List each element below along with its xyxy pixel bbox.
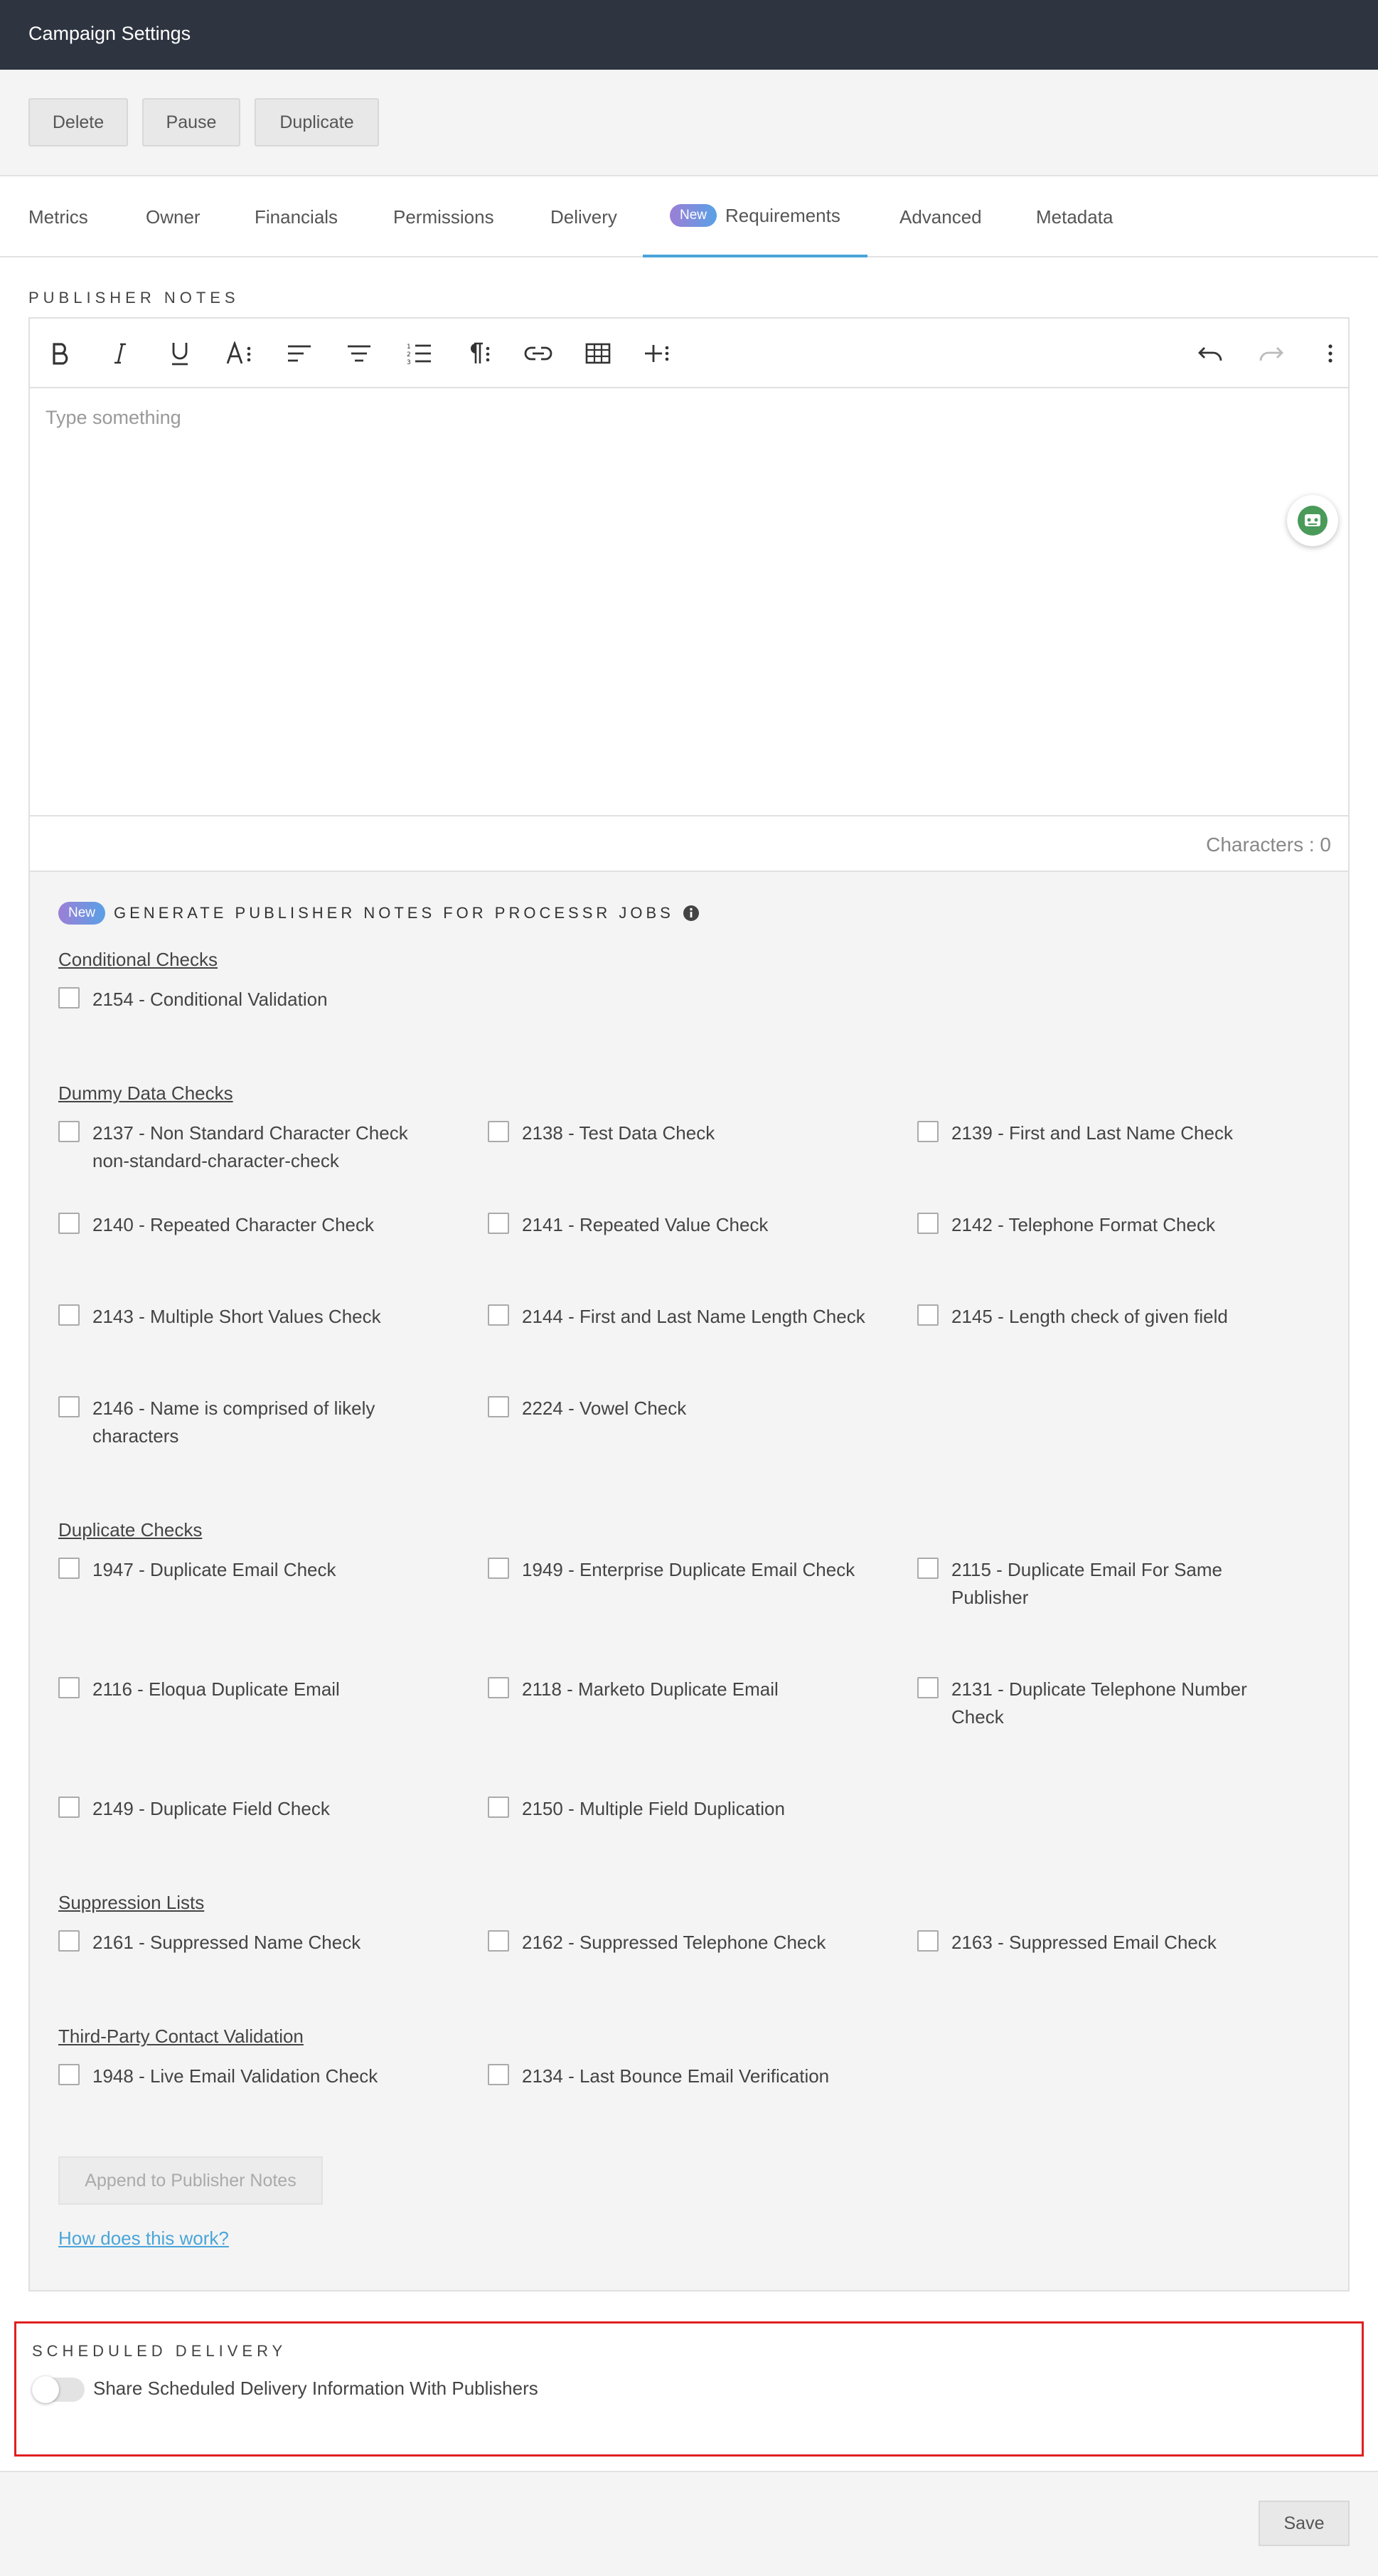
scheduled-delivery-section bbox=[14, 2321, 1364, 2457]
italic-icon[interactable] bbox=[102, 336, 138, 371]
ordered-list-icon[interactable] bbox=[401, 336, 437, 371]
bold-icon[interactable] bbox=[43, 336, 78, 371]
grammarly-bot-icon[interactable] bbox=[1287, 495, 1338, 546]
underline-icon[interactable] bbox=[162, 336, 198, 371]
svg-text:1: 1 bbox=[407, 344, 411, 351]
font-size-icon[interactable] bbox=[222, 336, 257, 371]
page-title: Campaign Settings bbox=[28, 23, 191, 44]
check-1947[interactable]: 1947 - Duplicate Email Check bbox=[58, 1556, 456, 1584]
group-title-duplicate: Duplicate Checks bbox=[58, 1519, 203, 1540]
align-center-icon[interactable] bbox=[341, 336, 377, 371]
share-schedule-toggle[interactable] bbox=[32, 2378, 85, 2402]
checkbox[interactable] bbox=[488, 1930, 509, 1952]
align-left-icon[interactable] bbox=[282, 336, 317, 371]
check-2143[interactable]: 2143 - Multiple Short Values Check bbox=[58, 1303, 456, 1331]
check-1949[interactable]: 1949 - Enterprise Duplicate Email Check bbox=[488, 1556, 886, 1584]
insert-more-icon[interactable] bbox=[640, 336, 675, 371]
paragraph-format-icon[interactable] bbox=[461, 336, 496, 371]
checkbox[interactable] bbox=[58, 1396, 80, 1417]
check-2115[interactable]: 2115 - Duplicate Email For Same Publisher bbox=[917, 1556, 1244, 1612]
check-2162[interactable]: 2162 - Suppressed Telephone Check bbox=[488, 1929, 886, 1957]
group-title-conditional: Conditional Checks bbox=[58, 949, 218, 970]
new-badge: New bbox=[670, 204, 717, 227]
group-title-third-party: Third-Party Contact Validation bbox=[58, 2026, 304, 2047]
checkbox[interactable] bbox=[488, 1677, 509, 1698]
more-vertical-icon[interactable] bbox=[1313, 336, 1348, 371]
page-header bbox=[0, 0, 1378, 70]
check-2140[interactable]: 2140 - Repeated Character Check bbox=[58, 1211, 456, 1239]
publisher-notes-label: PUBLISHER NOTES bbox=[28, 289, 240, 307]
check-2137[interactable]: 2137 - Non Standard Character Check non-standard-character-check bbox=[58, 1119, 428, 1175]
check-2145[interactable]: 2145 - Length check of given field bbox=[917, 1303, 1315, 1331]
checkbox[interactable] bbox=[488, 1121, 509, 1142]
checkbox[interactable] bbox=[917, 1677, 939, 1698]
checkbox[interactable] bbox=[488, 2064, 509, 2085]
checkbox[interactable] bbox=[58, 987, 80, 1008]
notes-placeholder: Type something bbox=[46, 407, 181, 428]
share-schedule-label: Share Scheduled Delivery Information With Publishers bbox=[93, 2378, 538, 2399]
generate-notes-panel bbox=[28, 872, 1350, 2292]
tab-delivery[interactable]: Delivery bbox=[550, 206, 617, 228]
check-1948[interactable]: 1948 - Live Email Validation Check bbox=[58, 2063, 456, 2090]
tab-permissions[interactable]: Permissions bbox=[393, 206, 494, 228]
checkbox[interactable] bbox=[488, 1797, 509, 1818]
checkbox[interactable] bbox=[58, 1797, 80, 1818]
check-2161[interactable]: 2161 - Suppressed Name Check bbox=[58, 1929, 456, 1957]
how-does-this-work-link[interactable]: How does this work? bbox=[58, 2228, 229, 2249]
tab-requirements[interactable]: New Requirements bbox=[643, 176, 867, 257]
table-icon[interactable] bbox=[580, 336, 616, 371]
new-badge: New bbox=[58, 902, 105, 925]
tab-metrics[interactable]: Metrics bbox=[28, 206, 88, 228]
check-2142[interactable]: 2142 - Telephone Format Check bbox=[917, 1211, 1315, 1239]
checkbox[interactable] bbox=[488, 1396, 509, 1417]
svg-text:3: 3 bbox=[407, 359, 411, 366]
checkbox[interactable] bbox=[917, 1213, 939, 1234]
group-title-suppression: Suppression Lists bbox=[58, 1892, 205, 1913]
check-2116[interactable]: 2116 - Eloqua Duplicate Email bbox=[58, 1676, 456, 1703]
check-2139[interactable]: 2139 - First and Last Name Check bbox=[917, 1119, 1315, 1147]
checkbox[interactable] bbox=[58, 1930, 80, 1952]
footer-bar bbox=[0, 2471, 1378, 2576]
check-2141[interactable]: 2141 - Repeated Value Check bbox=[488, 1211, 886, 1239]
checkbox[interactable] bbox=[58, 1304, 80, 1326]
publisher-notes-editor bbox=[28, 317, 1350, 872]
scheduled-delivery-label: SCHEDULED DELIVERY bbox=[32, 2342, 287, 2360]
check-2118[interactable]: 2118 - Marketo Duplicate Email bbox=[488, 1676, 886, 1703]
check-2138[interactable]: 2138 - Test Data Check bbox=[488, 1119, 886, 1147]
checkbox[interactable] bbox=[917, 1121, 939, 1142]
svg-text:2: 2 bbox=[407, 351, 411, 358]
checkbox[interactable] bbox=[488, 1304, 509, 1326]
notes-text-area[interactable] bbox=[30, 388, 1348, 815]
settings-tabs bbox=[0, 176, 1378, 257]
check-2149[interactable]: 2149 - Duplicate Field Check bbox=[58, 1795, 456, 1823]
checkbox[interactable] bbox=[917, 1558, 939, 1579]
checkbox[interactable] bbox=[917, 1304, 939, 1326]
tab-metadata[interactable]: Metadata bbox=[1036, 206, 1113, 228]
checkbox[interactable] bbox=[488, 1558, 509, 1579]
delete-button[interactable]: Delete bbox=[28, 98, 128, 147]
info-icon[interactable] bbox=[683, 905, 700, 922]
check-2154[interactable]: 2154 - Conditional Validation bbox=[58, 986, 456, 1013]
editor-toolbar bbox=[30, 319, 1348, 388]
redo-icon[interactable] bbox=[1253, 336, 1288, 371]
check-2163[interactable]: 2163 - Suppressed Email Check bbox=[917, 1929, 1315, 1957]
tab-financials[interactable]: Financials bbox=[255, 206, 338, 228]
check-2146[interactable]: 2146 - Name is comprised of likely characters bbox=[58, 1395, 428, 1450]
tab-owner[interactable]: Owner bbox=[146, 206, 201, 228]
checkbox[interactable] bbox=[488, 1213, 509, 1234]
append-to-notes-button[interactable]: Append to Publisher Notes bbox=[58, 2156, 323, 2205]
checkbox[interactable] bbox=[917, 1930, 939, 1952]
check-2134[interactable]: 2134 - Last Bounce Email Verification bbox=[488, 2063, 886, 2090]
generate-notes-title: New GENERATE PUBLISHER NOTES FOR PROCESSR JOBS bbox=[58, 902, 700, 925]
checkbox[interactable] bbox=[58, 1213, 80, 1234]
checkbox[interactable] bbox=[58, 2064, 80, 2085]
save-button[interactable]: Save bbox=[1259, 2501, 1350, 2546]
link-icon[interactable] bbox=[520, 336, 556, 371]
checkbox[interactable] bbox=[58, 1677, 80, 1698]
checkbox[interactable] bbox=[58, 1121, 80, 1142]
check-2224[interactable]: 2224 - Vowel Check bbox=[488, 1395, 886, 1422]
action-bar bbox=[0, 70, 1378, 176]
check-2150[interactable]: 2150 - Multiple Field Duplication bbox=[488, 1795, 886, 1823]
character-counter: Characters : 0 bbox=[30, 815, 1348, 872]
tab-advanced[interactable]: Advanced bbox=[899, 206, 982, 228]
group-title-dummy-data: Dummy Data Checks bbox=[58, 1082, 233, 1104]
pause-button[interactable]: Pause bbox=[142, 98, 240, 147]
undo-icon[interactable] bbox=[1193, 336, 1229, 371]
check-2144[interactable]: 2144 - First and Last Name Length Check bbox=[488, 1303, 886, 1331]
checkbox[interactable] bbox=[58, 1558, 80, 1579]
check-2131[interactable]: 2131 - Duplicate Telephone Number Check bbox=[917, 1676, 1273, 1731]
duplicate-button[interactable]: Duplicate bbox=[255, 98, 379, 147]
toggle-knob bbox=[32, 2376, 59, 2403]
